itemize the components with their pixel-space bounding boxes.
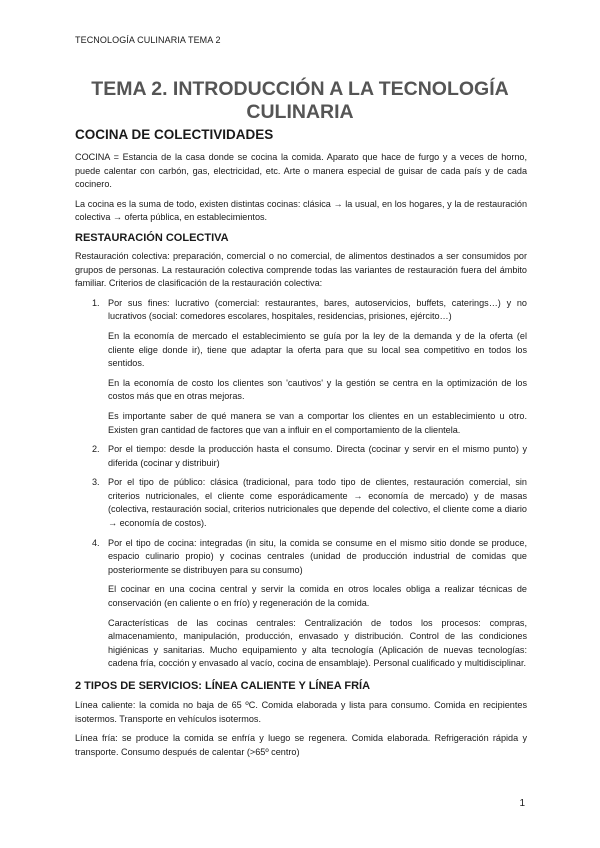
list-item <box>75 443 527 470</box>
paragraph: Características de las cocinas centrales: Centralización de todos los procesos: compras, almacenamiento, manipulación, producción, envasado y distribución. Control de las condiciones higiénicas y sanitarias. Mucho equipamiento y alta tecnología (Aplicación de nuevas tecnologías: cadena fría, cocción y envasado al vacío, cocina de ensamblaje). Personal cualificado y multidisciplinar. <box>108 617 527 669</box>
paragraph: El cocinar en una cocina central y servir la comida en otros locales obliga a realizar técnicas de conservación (en caliente o en frío) y regeneración de la comida. <box>108 584 527 609</box>
section-heading-cocina: COCINA DE COLECTIVIDADES <box>75 127 274 142</box>
content <box>75 127 527 765</box>
list-number: 3. <box>92 477 100 488</box>
paragraph: Es importante saber de qué manera se van a comportar los clientes en un establecimiento u otro. Existen gran cantidad de factores que van a influir en el comportamiento de la clientela. <box>108 410 527 435</box>
paragraph: Por el tiempo: desde la producción hasta el consumo. Directa (cocinar y servir en el mismo punto) y diferida (cocinar y distribuir) <box>108 444 527 468</box>
list-number: 1. <box>92 297 100 308</box>
criteria-list <box>75 297 527 671</box>
list-item <box>75 476 527 530</box>
paragraph: Por el tipo de público: clásica (tradicional, para todo tipo de clientes, restauración comercial, sin criterios nutricionales, el cliente come esporádicamente → economía de mercado) y de masas (colectiva, restauración social, criterios nutricionales que depende del colectivo, el cliente come a diario → economía de costos). <box>108 477 527 529</box>
paragraph: COCINA = Estancia de la casa donde se cocina la comida. Aparato que hace de furgo y a veces de horno, puede calentar con carbón, gas, electricidad, etc. Arte o manera especial de guisar de cada país y de cada cocinero. <box>75 152 527 190</box>
paragraph: En la economía de mercado el establecimiento se guía por la ley de la demanda y de la oferta (el cliente elige donde ir), tiene que adaptar la oferta para que su local sea competitivo en todos los sentidos. <box>108 330 527 369</box>
paragraph: Línea fría: se produce la comida se enfría y luego se regenera. Comida elaborada. Refrigeración rápida y transporte. Consumo después de calentar (>65º centro) <box>75 733 527 757</box>
paragraph: Por el tipo de cocina: integradas (in situ, la comida se consume en el mismo sitio donde se produce, espacio culinario propio) y cocinas centrales (unidad de producción industrial de comidas que posteriormente se distribuyen para su consumo) <box>108 537 527 575</box>
page-number: 1 <box>519 798 525 809</box>
list-number: 4. <box>92 537 100 548</box>
paragraph: Línea caliente: la comida no baja de 65 ºC. Comida elaborada y lista para consumo. Comida en recipientes isotermos. Transporte en vehículos isotermos. <box>75 700 527 724</box>
list-item <box>75 537 527 671</box>
paragraph: Restauración colectiva: preparación, comercial o no comercial, de alimentos destinados a ser consumidos por grupos de personas. La restauración colectiva comprende todas las variantes de restauración fuera del ámbito familiar. Criterios de clasificación de la restauración colectiva: <box>75 250 527 289</box>
list-number: 2. <box>92 444 100 455</box>
section-heading-servicios: 2 TIPOS DE SERVICIOS: LÍNEA CALIENTE Y LÍNEA FRÍA <box>75 680 371 692</box>
section-heading-restauracion: RESTAURACIÓN COLECTIVA <box>75 231 229 244</box>
page-header: TECNOLOGÍA CULINARIA TEMA 2 <box>75 35 221 45</box>
page-title: TEMA 2. INTRODUCCIÓN A LA TECNOLOGÍA CULINARIA <box>91 78 509 123</box>
paragraph: Por sus fines: lucrativo (comercial: restaurantes, bares, autoservicios, buffets, caterings…) y no lucrativos (social: comedores escolares, hospitales, residencias, prisiones, ejército…) <box>108 297 527 322</box>
paragraph: En la economía de costo los clientes son 'cautivos' y la gestión se centra en la optimización de los costos más que en otras mejoras. <box>108 377 527 402</box>
list-item <box>75 297 527 437</box>
paragraph: La cocina es la suma de todo, existen distintas cocinas: clásica → la usual, en los hogares, y la de restauración colectiva → oferta pública, en establecimientos. <box>75 198 527 223</box>
